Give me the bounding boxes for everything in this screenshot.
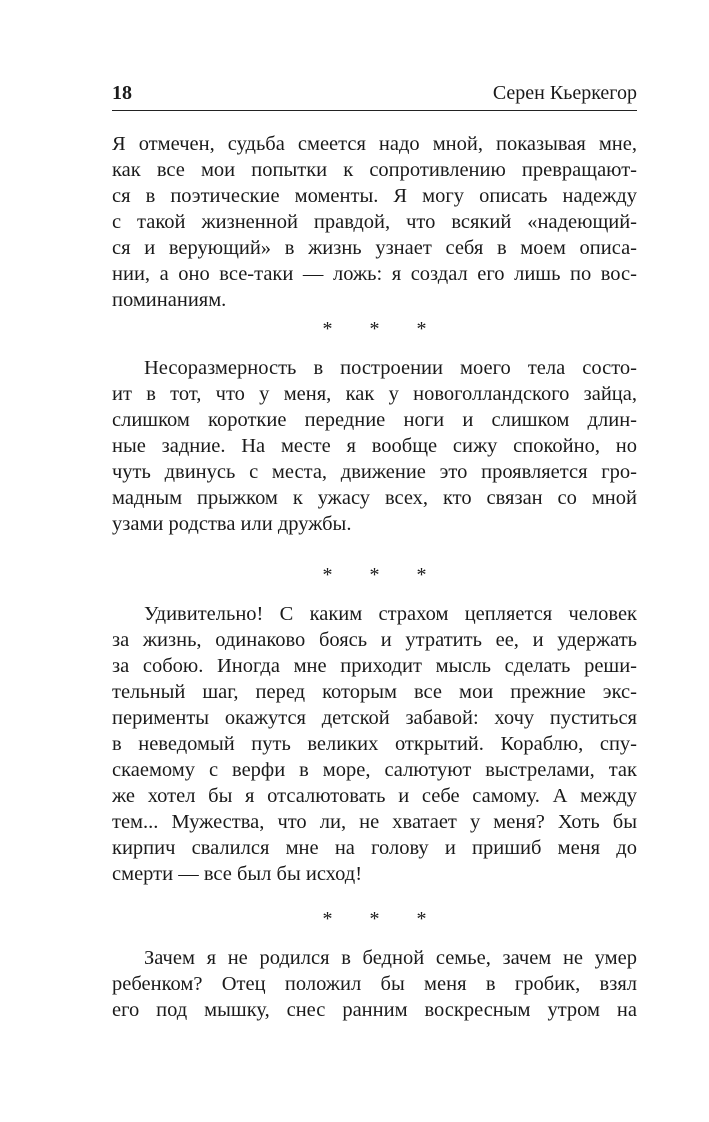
text-line: ные задние. На месте я вообще сижу спокойно, но: [112, 435, 637, 457]
text-line: ся и верующий» в жизнь узнает себя в моем описа-: [112, 237, 637, 259]
page-number: 18: [112, 82, 132, 104]
running-header: [112, 82, 637, 111]
text-line: за собою. Иногда мне приходит мысль сделать реши-: [112, 655, 637, 677]
text-line: скаемому с верфи в море, салютуют выстрелами, так: [112, 759, 637, 781]
section-separator: * * *: [322, 564, 443, 586]
section-separator: * * *: [322, 908, 443, 930]
text-line: кирпич свалился мне на голову и пришиб меня до: [112, 837, 637, 859]
text-line: слишком короткие передние ноги и слишком длин-: [112, 409, 637, 431]
text-line: тельный шаг, перед которым все мои прежние экс-: [112, 681, 637, 703]
text-line: нии, а оно все-таки — ложь: я создал его лишь по вос-: [112, 263, 637, 285]
text-line: же хотел бы я отсалютовать и себе самому. А между: [112, 785, 637, 807]
text-line: узами родства или дружбы.: [112, 513, 352, 535]
section-separator: * * *: [322, 318, 443, 340]
text-line: поминаниям.: [112, 289, 227, 311]
text-line: перименты окажутся детской забавой: хочу пуститься: [112, 707, 637, 729]
text-line: Удивительно! С каким страхом цепляется человек: [144, 603, 637, 625]
text-line: смерти — все был бы исход!: [112, 863, 363, 885]
text-line: его под мышку, снес ранним воскресным утром на: [112, 999, 637, 1021]
text-line: Несоразмерность в построении моего тела состо-: [144, 357, 637, 379]
text-line: за жизнь, одинаково боясь и утратить ее, и удержать: [112, 629, 637, 651]
text-line: ребенком? Отец положил бы меня в гробик, взял: [112, 973, 637, 995]
text-line: как все мои попытки к сопротивлению превращают-: [112, 159, 637, 181]
text-line: Я отмечен, судьба смеется надо мной, показывая мне,: [112, 133, 637, 155]
text-line: мадным прыжком к ужасу всех, кто связан со мной: [112, 487, 637, 509]
text-line: Зачем я не родился в бедной семье, зачем не умер: [144, 947, 637, 969]
text-line: тем... Мужества, что ли, не хватает у меня? Хоть бы: [112, 811, 637, 833]
text-line: в неведомый путь великих открытий. Кораблю, спу-: [112, 733, 637, 755]
text-line: ся в поэтические моменты. Я могу описать надежду: [112, 185, 637, 207]
text-line: чуть двинусь с места, движение это проявляется гро-: [112, 461, 637, 483]
running-head-author: Серен Кьеркегор: [492, 82, 637, 104]
text-line: ит в тот, что у меня, как у новоголландского зайца,: [112, 383, 637, 405]
text-line: с такой жизненной правдой, что всякий «надеющий-: [112, 211, 637, 233]
